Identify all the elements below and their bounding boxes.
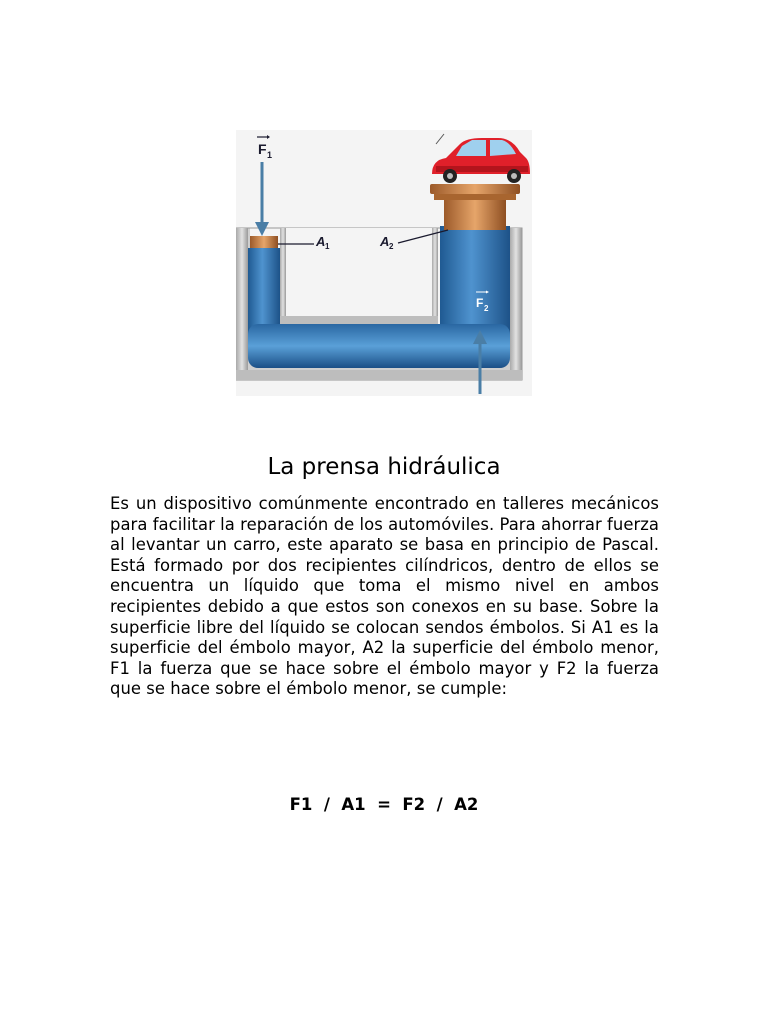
svg-text:2: 2 [389, 242, 394, 251]
svg-text:A: A [380, 234, 390, 249]
svg-text:F: F [476, 296, 484, 310]
body-paragraph: Es un dispositivo comúnmente encontrado en talleres mecánicos para facilitar la reparación de los automóviles. Para ahorrar fuerza al levantar un carro, este aparato se basa en principio de Pascal. Está formado por dos recipientes cilíndricos, dentro de ellos se encuentra un líquido que toma el mismo nivel en ambos recipientes debido a que estos son conexos en su base. Sobre la superficie libre del líquido se colocan sendos émbolos. Si A1 es la superficie del émbolo mayor, A2 la superficie del émbolo menor, F1 la fuerza que se hace sobre el émbolo mayor y F2 la fuerza que se hace sobre el émbolo menor, se cumple: [110, 494, 659, 699]
svg-text:1: 1 [267, 150, 273, 160]
small-piston [250, 236, 278, 248]
svg-text:1: 1 [325, 242, 330, 251]
svg-text:F: F [258, 141, 267, 157]
document-title: La prensa hidráulica [267, 454, 501, 480]
svg-text:A: A [316, 234, 326, 249]
pascal-formula: F1 / A1 = F2 / A2 [289, 795, 479, 814]
svg-text:2: 2 [484, 304, 489, 313]
hydraulic-press-diagram [236, 130, 532, 396]
